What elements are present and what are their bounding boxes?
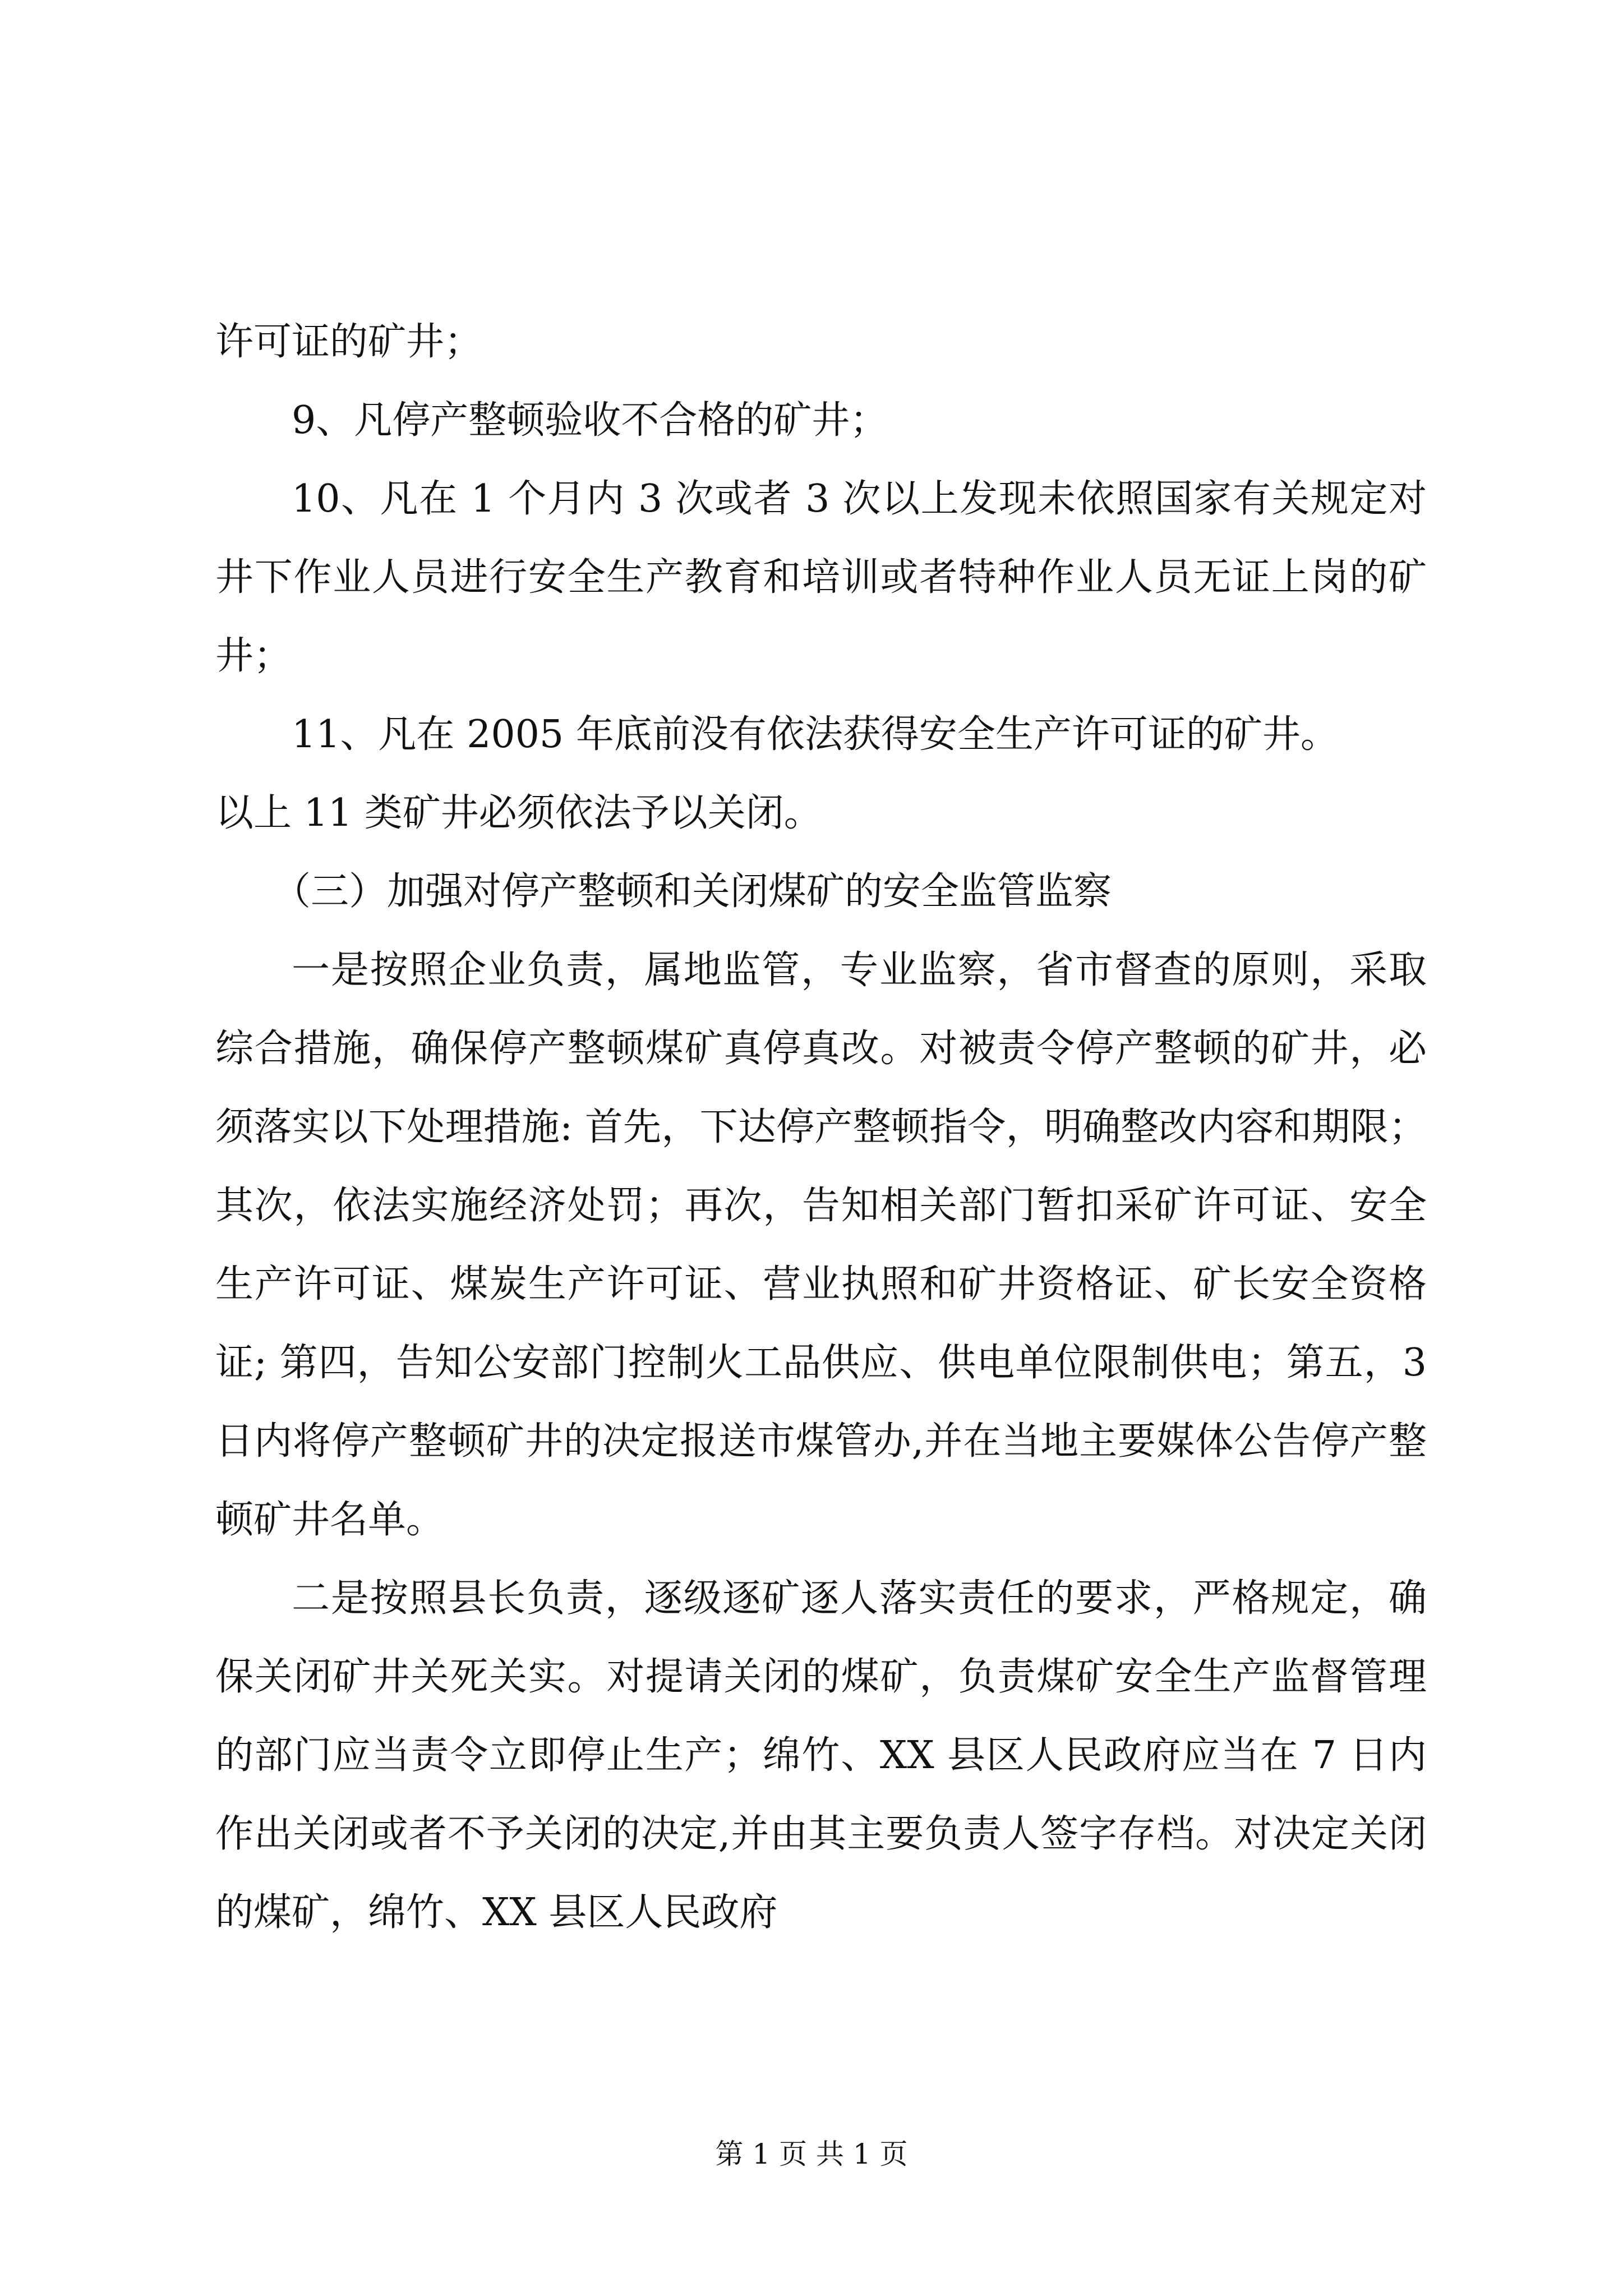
paragraph-continuation: 许可证的矿井； — [215, 320, 483, 364]
paragraph-summary: 以上 11 类矿井必须依法予以关闭。 — [215, 791, 822, 835]
paragraph-point-one: 一是按照企业负责，属地监管，专业监察，省市督查的原则，采取综合措施，确保停产整顿煤矿真停真改。对被责令停产整顿的矿井，必须落实以下处理措施: 首先，下达停产整顿指令，明确整改内容和期限；其次，依法实施经济处罚；再次，告知相关部门暂扣采矿许可证、安全生产许可证、煤炭生产许可证、营业执照和矿井资格证、矿长安全资格证; 第四，告知公安部门控制火工品供应、供电单位限制供电；第五，3 日内将停产整顿矿井的决定报送市煤管办,并在当地主要媒体公告停产整顿矿井名单。 — [215, 948, 1427, 1542]
page-footer — [0, 2132, 1623, 2172]
list-item-10: 10、凡在 1 个月内 3 次或者 3 次以上发现未依照国家有关规定对井下作业人员进行安全生产教育和培训或者特种作业人员无证上岗的矿井； — [215, 477, 1427, 678]
list-item-11: 11、凡在 2005 年底前没有依法获得安全生产许可证的矿井。 — [292, 712, 1339, 757]
page-number-label: 第 1 页 共 1 页 — [715, 2138, 908, 2170]
section-heading: （三）加强对停产整顿和关闭煤矿的安全监管监察 — [273, 869, 1112, 914]
document-body — [215, 303, 1427, 1952]
list-item-9: 9、凡停产整顿验收不合格的矿井； — [292, 398, 888, 443]
paragraph-point-two: 二是按照县长负责，逐级逐矿逐人落实责任的要求，严格规定，确保关闭矿井关死关实。对提请关闭的煤矿，负责煤矿安全生产监督管理的部门应当责令立即停止生产；绵竹、XX 县区人民政府应当在 7 日内作出关闭或者不予关闭的决定,并由其主要负责人签字存档。对决定关闭的煤矿，绵竹、XX 县区人民政府 — [215, 1576, 1427, 1935]
